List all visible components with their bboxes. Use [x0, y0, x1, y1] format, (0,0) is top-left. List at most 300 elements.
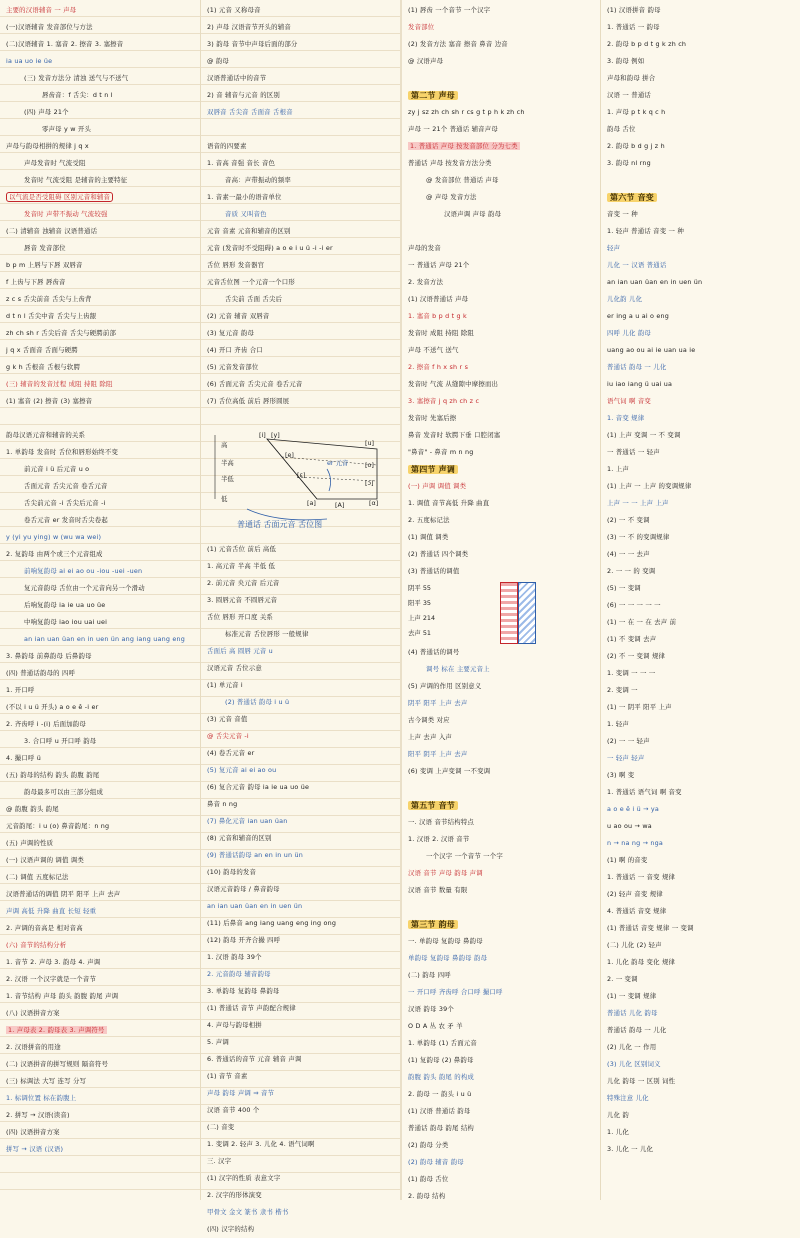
note-line — [6, 342, 196, 359]
note-line — [207, 19, 396, 36]
note-text: a o e ê i ü → ya — [607, 805, 659, 813]
note-text: 一. 汉语 音节结构特点 — [408, 818, 475, 826]
note-line — [607, 682, 796, 699]
note-line — [6, 172, 196, 189]
note-line — [408, 1035, 596, 1052]
note-text: 四呼 儿化 韵母 — [607, 329, 652, 337]
note-text: (二)汉语辅音 1. 塞音 2. 擦音 3. 塞擦音 — [6, 40, 124, 48]
note-line — [607, 801, 796, 818]
section-heading — [408, 916, 596, 933]
note-line — [607, 19, 796, 36]
note-line — [6, 1090, 196, 1107]
note-text: (三) 发音方法分 清浊 送气与不送气 — [24, 74, 129, 82]
vowel-label: [e] — [285, 451, 294, 459]
note-line — [408, 172, 596, 189]
note-line — [6, 784, 196, 801]
note-text: 发音时 声带不振动 气流较强 — [24, 210, 108, 218]
note-text: er ing a u ai o eng — [607, 312, 670, 320]
note-line — [607, 461, 796, 478]
note-text: (11) 后鼻音 ang iang uang eng ing ong — [207, 919, 337, 927]
note-text: 2. 复韵母 由两个或三个元音组成 — [6, 550, 103, 558]
note-text: 第五节 音节 — [408, 801, 458, 810]
note-line — [207, 711, 396, 728]
note-line — [607, 427, 796, 444]
note-text: 3. 合口呼 u 开口呼 韵母 — [24, 737, 97, 745]
note-text: 舌面元音 舌尖元音 卷舌元音 — [24, 482, 108, 490]
note-line — [6, 70, 196, 87]
note-line — [408, 410, 596, 427]
note-line — [207, 1017, 396, 1034]
note-text: (四) 汉字的结构 — [207, 1225, 255, 1233]
note-line — [408, 644, 596, 661]
note-text: 上声 去声 入声 — [408, 733, 453, 741]
note-text: (一) 汉语声调的 调值 调类 — [6, 856, 84, 864]
note-line — [408, 899, 596, 916]
note-line — [607, 852, 796, 869]
note-text: 第三节 韵母 — [408, 920, 458, 929]
note-line — [207, 376, 396, 393]
note-line — [207, 121, 396, 138]
note-line — [408, 546, 596, 563]
vowel-trapezoid — [267, 439, 377, 499]
note-line — [6, 410, 196, 427]
note-line — [607, 1073, 796, 1090]
vowel-label: [α] — [369, 499, 379, 507]
note-line — [6, 427, 196, 444]
note-line — [207, 609, 396, 626]
note-line — [607, 1107, 796, 1124]
note-line — [207, 796, 396, 813]
note-text: zy j sz zh ch sh r cs g t p h k zh ch — [408, 108, 525, 116]
note-line — [6, 869, 196, 886]
note-text: 舌尖前 舌面 舌尖后 — [225, 295, 283, 303]
note-line — [408, 138, 596, 155]
note-line — [607, 1124, 796, 1141]
note-line — [607, 886, 796, 903]
note-line — [408, 393, 596, 410]
note-line — [408, 729, 596, 746]
note-text: @ 舌尖元音 -i — [207, 732, 249, 740]
note-line — [408, 189, 596, 206]
note-text: 2. 韵母 一 韵头 i u ü — [408, 1090, 472, 1098]
note-line — [408, 444, 596, 461]
note-text: d t n l 舌尖中音 舌尖与上齿龈 — [6, 312, 97, 320]
note-line — [607, 121, 796, 138]
note-text: 中响复韵母 iao iou uai uei — [24, 618, 108, 626]
note-text: @ 韵腹 韵头 韵尾 — [6, 805, 59, 813]
note-line — [6, 512, 196, 529]
note-text: 舌位 唇形 发音器官 — [207, 261, 265, 269]
note-line — [607, 818, 796, 835]
note-line — [607, 376, 796, 393]
note-line — [6, 1124, 196, 1141]
note-line — [607, 1005, 796, 1022]
note-text: 1. 普通话 声母 按发音部位 分为七类 — [410, 142, 518, 150]
note-line — [6, 53, 196, 70]
note-text: 元音舌位图 一个元音一个口形 — [207, 278, 295, 286]
note-line — [408, 865, 596, 882]
note-line — [6, 257, 196, 274]
note-text: 阴平 阳平 上声 去声 — [408, 699, 468, 707]
note-line — [207, 983, 396, 1000]
note-text: 儿化 韵 — [607, 1111, 630, 1119]
note-text: 1. 普通话 语气词 啊 音变 — [607, 788, 682, 796]
note-line — [6, 1022, 196, 1039]
note-line — [207, 291, 396, 308]
note-text: 汉语声调 声母 韵母 — [444, 210, 502, 218]
note-line — [607, 648, 796, 665]
note-text: (6) 舌面元音 舌尖元音 卷舌元音 — [207, 380, 303, 388]
note-line — [207, 308, 396, 325]
note-line — [207, 410, 396, 427]
tone-bar-blue — [518, 582, 536, 644]
tone-label: 阳平 35 — [408, 599, 431, 607]
note-line — [207, 881, 396, 898]
note-text: 1. 塞音 b p d t g k — [408, 312, 467, 320]
note-line — [6, 682, 196, 699]
note-text: 声母的发音 — [408, 244, 441, 252]
note-text: (1) 普通话 音变 规律 一 变调 — [607, 924, 694, 932]
vowel-label: [y] — [271, 431, 280, 439]
note-line — [408, 223, 596, 240]
note-line — [607, 87, 796, 104]
note-text: 3. 塞擦音 j q zh ch z c — [408, 397, 480, 405]
note-text: 声母与韵母相拼的规律 j q x — [6, 142, 89, 150]
note-line — [408, 1086, 596, 1103]
note-line — [607, 70, 796, 87]
note-text: 1. 变调 一 一 一 — [607, 669, 656, 677]
section-heading — [607, 189, 796, 206]
note-text: 2. 韵母 b p d t g k zh ch — [607, 40, 687, 48]
note-text: 韵母汉语元音和辅音的关系 — [6, 431, 86, 439]
note-text: (1) 唇齿 一个音节 一个汉字 — [408, 6, 491, 14]
note-text: (四) 普通话韵母的 四呼 — [6, 669, 76, 677]
note-line — [207, 172, 396, 189]
note-line — [607, 223, 796, 240]
note-text: zh ch sh r 舌尖后音 舌尖与硬腭前部 — [6, 329, 117, 337]
note-text: 声母 一 21个 普通话 辅音声母 — [408, 125, 498, 133]
note-line — [408, 206, 596, 223]
note-line — [6, 1056, 196, 1073]
note-line — [408, 1001, 596, 1018]
note-line — [6, 308, 196, 325]
note-text: (1) 一 变调 规律 — [607, 992, 657, 1000]
note-text: 1. 音素一最小的语音单位 — [207, 193, 282, 201]
note-text: 儿化 韵母 一 区别 词性 — [607, 1077, 676, 1085]
note-text: 汉语 韵母 39个 — [408, 1005, 454, 1013]
note-line — [408, 291, 596, 308]
note-text: 4. 普通话 音变 规律 — [607, 907, 667, 915]
note-line — [408, 1069, 596, 1086]
note-line — [607, 36, 796, 53]
note-line — [408, 933, 596, 950]
note-line — [207, 1170, 396, 1187]
note-text: 2. 变调 一 — [607, 686, 638, 694]
note-line — [408, 19, 596, 36]
note-text: 2. 擦音 f h x sh r s — [408, 363, 469, 371]
note-text: 2. 一 一 的 变调 — [607, 567, 656, 575]
note-text: 元音 音素 元音和辅音的区别 — [207, 227, 291, 235]
note-text: 1. 开口呼 — [6, 686, 35, 694]
note-text: 第二节 声母 — [408, 91, 458, 100]
note-line — [607, 784, 796, 801]
note-text: (2) 韵母 辅音 韵母 — [408, 1158, 464, 1166]
note-text: (3) 元音 音值 — [207, 715, 248, 723]
tone-label: 上声 214 — [408, 614, 436, 622]
note-line — [207, 830, 396, 847]
note-text: 声母发音时 气流受阻 — [24, 159, 86, 167]
note-text: (2) 普通话 四个调类 — [408, 550, 469, 558]
note-text: 汉语 音节 数量 有限 — [408, 886, 468, 894]
note-text: 2) 声母 汉语音节开头的辅音 — [207, 23, 291, 31]
note-text: (2) 儿化 一 作用 — [607, 1043, 657, 1051]
note-text: (五) 韵母的结构 韵头 韵腹 韵尾 — [6, 771, 100, 779]
note-line — [207, 745, 396, 762]
note-text: 儿化 一 汉语 普通话 — [607, 261, 667, 269]
note-line — [6, 835, 196, 852]
note-line — [607, 478, 796, 495]
note-line — [6, 138, 196, 155]
note-line — [6, 988, 196, 1005]
notes-column-1 — [0, 0, 200, 1200]
note-text: 1. 变调 2. 轻声 3. 儿化 4. 语气词啊 — [207, 1140, 315, 1148]
note-line — [607, 495, 796, 512]
vowel-label: 半低 — [221, 475, 234, 483]
note-line — [408, 53, 596, 70]
note-text: uang ao ou ai ie uan ua ie — [607, 346, 696, 354]
note-text: (10) 韵母的发音 — [207, 868, 257, 876]
note-line — [207, 592, 396, 609]
note-line — [408, 848, 596, 865]
note-line — [408, 695, 596, 712]
note-line — [607, 138, 796, 155]
vowel-label: [ɔ] — [365, 479, 374, 487]
note-text: (2) 一 一 轻声 — [607, 737, 650, 745]
note-line — [6, 376, 196, 393]
note-line — [207, 677, 396, 694]
note-text: 汉语 音节 声母 韵母 声调 — [408, 869, 483, 877]
note-text: 2. 汉语 一个汉字就是一个音节 — [6, 975, 97, 983]
note-line — [607, 1056, 796, 1073]
note-text: 韵腹 韵头 韵尾 的构成 — [408, 1073, 475, 1081]
note-line — [207, 898, 396, 915]
note-line — [408, 325, 596, 342]
note-text: (2) 一 不 变调 — [607, 516, 650, 524]
note-text: (二) 儿化 (2) 轻声 — [607, 941, 662, 949]
note-line — [607, 342, 796, 359]
note-text: 1. 高元音 半高 半低 低 — [207, 562, 276, 570]
note-line — [207, 1221, 396, 1238]
note-text: 2. 拼写 → 汉语(读音) — [6, 1111, 70, 1119]
note-text: (二) 韵母 四呼 — [408, 971, 451, 979]
vowel-chart-diagram — [207, 429, 396, 539]
note-text: (6) 一 一 一 一 一 — [607, 601, 661, 609]
note-line — [6, 767, 196, 784]
note-text: 2. 韵母 b d g j z h — [607, 142, 665, 150]
note-text: 韵母 舌位 — [607, 125, 636, 133]
note-text: 前元音 i ü 后元音 u o — [24, 465, 90, 473]
note-text: an ian uan üan en in uen ün — [607, 278, 703, 286]
note-text: 汉语普通话的调值 阴平 阳平 上声 去声 — [6, 890, 121, 898]
note-text: (1) 元音 又称母音 — [207, 6, 261, 14]
note-line — [607, 1090, 796, 1107]
note-line — [6, 1005, 196, 1022]
note-line — [408, 512, 596, 529]
note-text: (二) 汉语拼音的拼写规则 隔音符号 — [6, 1060, 109, 1068]
note-line — [607, 325, 796, 342]
note-text: 拼写 → 汉语 (汉语) — [6, 1145, 64, 1153]
note-line — [207, 240, 396, 257]
note-text: (3) 复元音 韵母 — [207, 329, 255, 337]
note-text: (六) 音节的结构分析 — [6, 941, 67, 949]
note-line — [207, 36, 396, 53]
note-line — [607, 733, 796, 750]
vowel-label: 高 — [221, 441, 228, 449]
tone-bar-red — [500, 582, 518, 644]
vowel-line — [267, 439, 317, 499]
note-text: 3. 单韵母 复韵母 鼻韵母 — [207, 987, 280, 995]
note-line — [6, 903, 196, 920]
note-line — [607, 869, 796, 886]
note-text: (四) 汉语拼音方案 — [6, 1128, 60, 1136]
note-line — [207, 257, 396, 274]
note-text: 复元音韵母 舌位由一个元音向另一个滑动 — [24, 584, 145, 592]
note-line — [6, 325, 196, 342]
note-text: 古今调类 对应 — [408, 716, 450, 724]
note-text: (二) 清辅音 浊辅音 汉语普通话 — [6, 227, 98, 235]
note-line — [408, 746, 596, 763]
note-line — [408, 1018, 596, 1035]
note-text: 单韵母 复韵母 鼻韵母 韵母 — [408, 954, 488, 962]
note-line — [6, 19, 196, 36]
note-text: 韵母最多可以由三部分组成 — [24, 788, 104, 796]
note-line — [607, 529, 796, 546]
note-line — [6, 240, 196, 257]
note-text: 1. 汉语 韵母 39个 — [207, 953, 262, 961]
note-text: 声调 高低 升降 曲直 长短 轻重 — [6, 907, 97, 915]
note-text: (1) 汉语拼音 韵母 — [607, 6, 661, 14]
note-text: 1. 音节 2. 声母 3. 韵母 4. 声调 — [6, 958, 101, 966]
note-line — [607, 580, 796, 597]
note-line — [607, 104, 796, 121]
note-line — [607, 971, 796, 988]
note-line — [607, 393, 796, 410]
note-text: 3. 鼻韵母 前鼻韵母 后鼻韵母 — [6, 652, 92, 660]
note-line — [207, 1051, 396, 1068]
note-line — [408, 831, 596, 848]
note-text: 3. 韵母 nl rng — [607, 159, 651, 167]
note-text: 汉语 一 普通话 — [607, 91, 652, 99]
note-text: (1) 上声 变调 一 不 变调 — [607, 431, 681, 439]
note-line — [207, 2, 396, 19]
note-line — [408, 274, 596, 291]
note-text: (1) 一 在 一 在 去声 前 — [607, 618, 677, 626]
note-text: u ao ou → wa — [607, 822, 652, 830]
note-line — [607, 835, 796, 852]
vowel-label: [u] — [365, 439, 375, 447]
note-text: 2. 汉字的形体演变 — [207, 1191, 262, 1199]
note-line — [408, 359, 596, 376]
note-text: (1) 啊 的音变 — [607, 856, 648, 864]
note-text: (3) 一 不 的变调规律 — [607, 533, 670, 541]
note-line — [207, 342, 396, 359]
note-line — [6, 461, 196, 478]
note-line — [408, 1103, 596, 1120]
note-text: (5) 复元音 ai ei ao ou — [207, 766, 277, 774]
note-line — [6, 631, 196, 648]
tone-bars — [408, 580, 596, 644]
note-line — [207, 660, 396, 677]
note-line — [6, 580, 196, 597]
note-text: y (yi yu ying) w (wu wa wei) — [6, 533, 102, 541]
tone-label: 阴平 55 — [408, 584, 431, 592]
note-text: 4. 撮口呼 ü — [6, 754, 41, 762]
note-text: (一) 声调 调值 调类 — [408, 482, 467, 490]
note-text: 一 开口呼 齐齿呼 合口呼 撮口呼 — [408, 988, 503, 996]
note-line — [408, 563, 596, 580]
note-text: (3) 啊 变 — [607, 771, 635, 779]
note-line — [6, 716, 196, 733]
note-text: 发音时 先塞后擦 — [408, 414, 457, 422]
blue-arrow — [327, 469, 331, 491]
note-line — [207, 694, 396, 711]
note-text: 1. 标调位置 标在韵腹上 — [6, 1094, 77, 1102]
note-text: 音质 又叫音色 — [225, 210, 267, 218]
note-line — [207, 325, 396, 342]
note-text: 一 普通话 声母 21个 — [408, 261, 470, 269]
note-line — [607, 53, 796, 70]
note-text: 1. 音变 规律 — [607, 414, 645, 422]
note-line — [607, 240, 796, 257]
note-text: 双唇音 舌尖音 舌面音 舌根音 — [207, 108, 293, 116]
note-line — [408, 984, 596, 1001]
note-line — [6, 733, 196, 750]
note-text: 第四节 声调 — [408, 465, 458, 474]
note-text: 舌位 唇形 开口度 关系 — [207, 613, 274, 621]
note-text: 1. 儿化 韵母 变化 规律 — [607, 958, 676, 966]
note-text: (1) 汉字的性质 表意文字 — [207, 1174, 281, 1182]
note-line — [607, 291, 796, 308]
note-line — [6, 597, 196, 614]
note-line — [207, 779, 396, 796]
note-text: O D A 丛 农 矛 羊 — [408, 1022, 463, 1030]
note-text: (1) 元音舌位 前后 高低 — [207, 545, 277, 553]
note-text: 标准元音 舌位唇形 一般规律 — [225, 630, 309, 638]
note-line — [207, 1136, 396, 1153]
note-text: 音变 一 种 — [607, 210, 638, 218]
note-text: (4) 普通话的调号 — [408, 648, 460, 656]
note-text: (6) 复合元音 韵母 ia ie ua uo üe — [207, 783, 310, 791]
note-text: 唇齿音：f 舌尖：d t n l — [42, 91, 113, 99]
note-line — [207, 864, 396, 881]
note-text: b p m 上唇与下唇 双唇音 — [6, 261, 83, 269]
note-text: (1) 上声 一 上声 的变调规律 — [607, 482, 692, 490]
note-text: f 上齿与下唇 唇齿音 — [6, 278, 66, 286]
note-line — [6, 665, 196, 682]
note-text: (1) 汉语 普通话 韵母 — [408, 1107, 471, 1115]
note-text: (二) 调值 五度标记法 — [6, 873, 69, 881]
note-text: (2) 不 一 变调 规律 — [607, 652, 666, 660]
note-line — [207, 70, 396, 87]
note-line — [607, 1039, 796, 1056]
note-line — [607, 308, 796, 325]
vowel-label: 半高 — [221, 459, 234, 467]
note-text: 元音韵尾：i u (o) 鼻音韵尾：n ng — [6, 822, 110, 830]
note-line — [607, 172, 796, 189]
note-line — [607, 410, 796, 427]
note-line — [607, 716, 796, 733]
notes-column-2 — [200, 0, 400, 1233]
